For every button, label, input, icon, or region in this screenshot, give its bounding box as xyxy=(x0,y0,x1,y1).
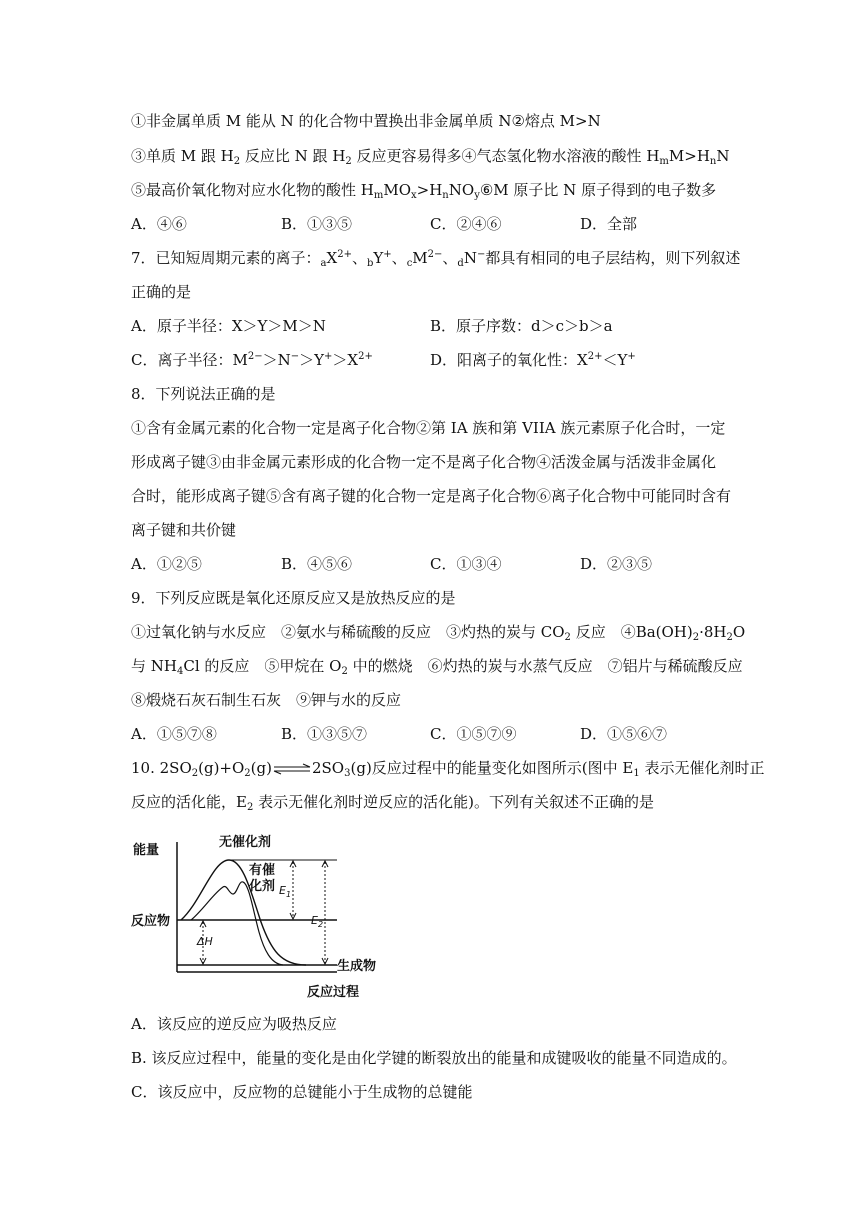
q7-options-row1 xyxy=(131,316,751,336)
q10-stem-line-2: 反应的活化能，$E_2$ 表示无催化剂时逆反应的活化能)。下列有关叙述不正确的是 xyxy=(131,793,654,813)
q6-option-b[interactable]: B．①③⑤ xyxy=(281,215,353,233)
label-e1: $E_1$ xyxy=(279,884,292,899)
q8-statements-line-4: 离子键和共价键 xyxy=(131,521,237,539)
label-delta-h: ΔH xyxy=(197,935,213,948)
label-no-catalyst: 无催化剂 xyxy=(219,835,272,850)
label-reaction-process: 反应过程 xyxy=(307,985,360,1000)
q8-option-a[interactable]: A．①②⑤ xyxy=(131,555,202,573)
catalyzed-curve xyxy=(191,882,283,965)
q9-option-a[interactable]: A．①⑤⑦⑧ xyxy=(131,725,217,743)
q8-statements-line-3: 合时，能形成离子键⑤含有离子键的化合物一定是离子化合物⑥离子化合物中可能同时含有 xyxy=(131,487,732,505)
q6-statement-1: ①非金属单质 M 能从 N 的化合物中置换出非金属单质 N②熔点 M>N xyxy=(131,112,601,130)
uncatalyzed-curve xyxy=(181,860,306,965)
q6-options xyxy=(131,214,751,234)
q8-options xyxy=(131,554,751,574)
label-products: 生成物 xyxy=(337,959,377,974)
q7-option-c[interactable]: C．离子半径：$M^{2-}>N^->Y^+>X^{2+}$ xyxy=(131,351,373,369)
q8-option-d[interactable]: D．②③⑤ xyxy=(580,555,653,573)
q9-options xyxy=(131,724,751,744)
q9-reactions-line-2: 与 $NH_4Cl$ 的反应 ⑤甲烷在 $O_2$ 中的燃烧 ⑥灼热的炭与水蒸气反应 ⑦铝片与稀硫酸反应 xyxy=(131,657,743,677)
q9-reactions-line-1: ①过氧化钠与水反应 ②氨水与稀硫酸的反应 ③灼热的炭与 $CO_2$ 反应 $④Ba(OH)_2\cdot 8H_2O$ xyxy=(131,623,746,643)
label-reactants: 反应物 xyxy=(131,914,171,929)
q7-stem-cont: 正确的是 xyxy=(131,283,192,301)
q9-reactions-line-3: ⑧煅烧石灰石制生石灰 ⑨钾与水的反应 xyxy=(131,691,402,709)
q9-stem: 9．下列反应既是氧化还原反应又是放热反应的是 xyxy=(131,589,456,607)
equilibrium-arrow-icon xyxy=(272,763,312,775)
q7-options-row2 xyxy=(131,350,751,370)
q8-stem: 8．下列说法正确的是 xyxy=(131,385,276,403)
label-e2: $E_2$ xyxy=(311,914,324,929)
q7-option-a[interactable]: A．原子半径：X＞Y＞M＞N xyxy=(131,317,326,335)
q6-statement-5-6: ⑤最高价氧化物对应水化物的酸性 $H_mMO_x>H_nNO_y⑥M$ 原子比 N 原子得到的电子数多 xyxy=(131,181,717,201)
q9-option-d[interactable]: D．①⑤⑥⑦ xyxy=(580,725,668,743)
q7-option-d[interactable]: D．阳离子的氧化性：$X^{2+}<Y^+$ xyxy=(430,351,636,369)
q8-option-c[interactable]: C．①③④ xyxy=(430,555,502,573)
q9-option-c[interactable]: C．①⑤⑦⑨ xyxy=(430,725,517,743)
q6-option-d[interactable]: D．全部 xyxy=(580,215,638,233)
q8-statements-line-2: 形成离子键③由非金属元素形成的化合物一定不是离子化合物④活泼金属与活泼非金属化 xyxy=(131,453,717,471)
q10-option-c[interactable]: C．该反应中，反应物的总键能小于生成物的总键能 xyxy=(131,1083,473,1101)
q8-option-b[interactable]: B．④⑤⑥ xyxy=(281,555,353,573)
label-catalyst-2: 化剂 xyxy=(249,879,276,894)
q10-option-a[interactable]: A．该反应的逆反应为吸热反应 xyxy=(131,1015,337,1033)
q8-statements-line-1: ①含有金属元素的化合物一定是离子化合物②第 IA 族和第 VIIA 族元素原子化合时，一定 xyxy=(131,419,726,437)
q7-option-b[interactable]: B．原子序数：d＞c＞b＞a xyxy=(430,317,613,335)
q10-option-b[interactable]: B. 该反应过程中，能量的变化是由化学键的断裂放出的能量和成键吸收的能量不同造成的。 xyxy=(131,1049,737,1067)
q9-option-b[interactable]: B．①③⑤⑦ xyxy=(281,725,368,743)
energy-profile-diagram xyxy=(131,832,393,1002)
q6-option-c[interactable]: C．②④⑥ xyxy=(430,215,502,233)
label-catalyst-1: 有催 xyxy=(249,863,276,878)
q6-option-a[interactable]: A．④⑥ xyxy=(131,215,187,233)
q10-stem-line-1: 10. $2SO_2(g)+O_2(g)$ $2SO_3(g)$反应过程中的能量变化如图所示(图中 $E_1$ 表示无催化剂时正 xyxy=(131,759,765,779)
q6-statement-3-4: ③单质 M 跟 $H_2$ 反应比 N 跟 $H_2$ 反应更容易得多④气态氢化物水溶液的酸性 $H_mM>H_nN$ xyxy=(131,147,730,167)
label-energy-axis: 能量 xyxy=(133,843,160,858)
q7-stem: 7．已知短周期元素的离子：$_aX^{2+}$、$_b$Y+、$_cM^{2-}$、$_d$N−都具有相同的电子层结构，则下列叙述 xyxy=(131,249,741,269)
